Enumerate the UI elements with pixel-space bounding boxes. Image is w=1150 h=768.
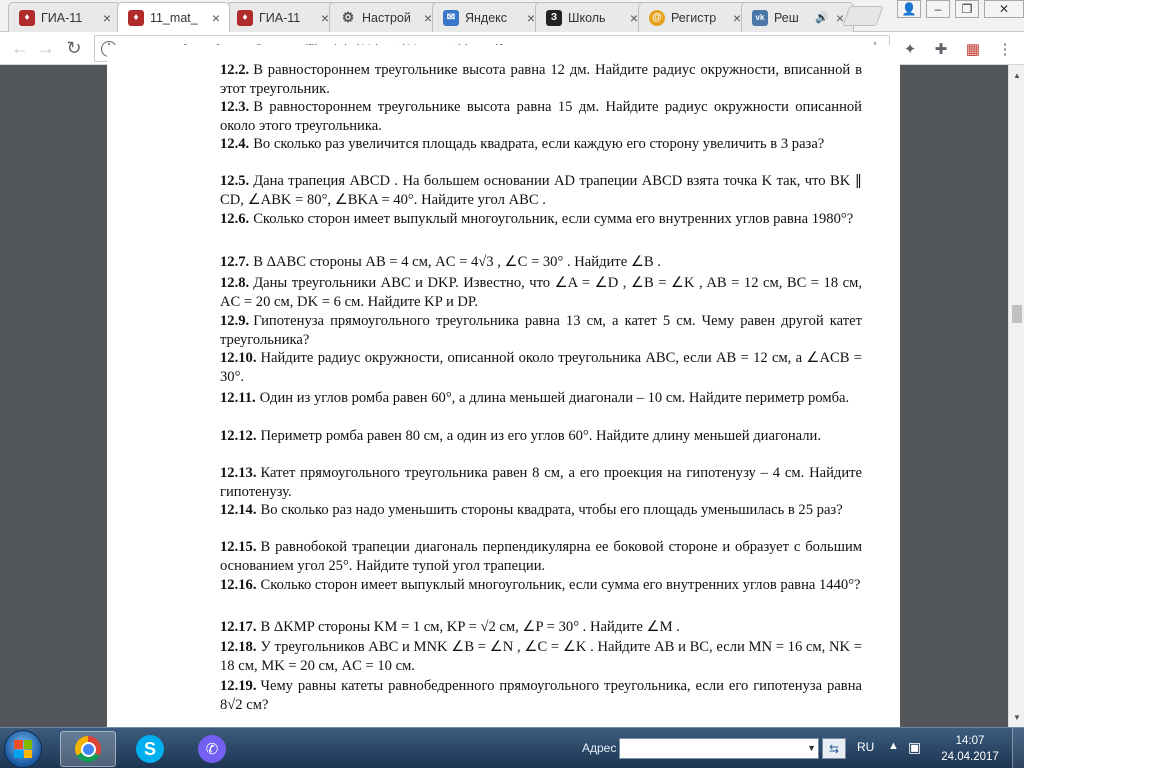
problem-number: 12.16. xyxy=(220,577,257,593)
address-go-button[interactable] xyxy=(822,738,846,759)
windows-taskbar xyxy=(0,727,1024,768)
scrollbar-thumb[interactable] xyxy=(1012,305,1022,323)
problem-text: В ΔABC стороны AB = 4 см, AC = 4√3 , ∠C = 30° . Найдите ∠B . xyxy=(253,254,661,270)
taskbar-viber[interactable] xyxy=(184,731,240,767)
tab-label: Реш xyxy=(774,10,799,25)
problem-number: 12.15. xyxy=(220,539,257,555)
close-icon[interactable]: × xyxy=(211,9,221,26)
chevron-down-icon[interactable]: ▼ xyxy=(807,743,816,753)
network-icon[interactable]: ▣ xyxy=(908,739,922,755)
problem-number: 12.8. xyxy=(220,275,250,291)
problem-item xyxy=(220,389,862,408)
tab-label: Яндекс xyxy=(465,10,508,25)
tray-expand-icon[interactable]: ▲ xyxy=(888,740,899,752)
tab-strip xyxy=(0,0,1024,32)
pdf-viewer[interactable] xyxy=(0,62,1008,727)
problem-number: 12.10. xyxy=(220,350,257,366)
show-desktop-button[interactable] xyxy=(1012,728,1024,768)
problem-number: 12.9. xyxy=(220,313,250,329)
problem-text: Дана трапеция ABCD . На большем основании AD трапеции ABCD взята точка K так, что BK ∥ CD, ∠ABK = 80°, ∠BKA = 40°. Найдите угол ABC . xyxy=(220,173,862,208)
tab-znanija[interactable] xyxy=(535,2,648,32)
tab-label: Школь xyxy=(568,10,606,25)
problem-item xyxy=(220,576,862,595)
tab-gia-2[interactable] xyxy=(226,2,339,32)
problem-text: Катет прямоугольного треугольника равен 8 см, а его проекция на гипотенузу – 4 см. Найдите гипотенузу. xyxy=(220,465,862,500)
problem-item xyxy=(220,427,862,446)
problem-text: В равностороннем треугольнике высота равна 12 дм. Найдите радиус окружности, вписанной в этот треугольник. xyxy=(220,62,862,97)
problem-number: 12.17. xyxy=(220,619,257,635)
scroll-up-arrow-icon[interactable]: ▲ xyxy=(1013,70,1021,80)
vertical-scrollbar[interactable] xyxy=(1008,65,1024,727)
problem-text: Сколько сторон имеет выпуклый многоугольник, если сумма его внутренних углов равна 1440°? xyxy=(260,577,861,593)
problem-number: 12.5. xyxy=(220,173,250,189)
extension-grid-icon[interactable]: ▦ xyxy=(965,41,981,58)
rosobrnadzor-crest-icon: ♦ xyxy=(128,10,144,26)
problem-text: Гипотенуза прямоугольного треугольника равна 13 см, а катет 5 см. Чему равен другой катет треугольника? xyxy=(220,313,862,348)
close-icon[interactable]: × xyxy=(526,9,536,26)
tab-label: Регистр xyxy=(671,10,717,25)
menu-icon[interactable]: ⋮ xyxy=(997,41,1013,58)
new-tab-button[interactable] xyxy=(842,6,883,26)
problem-item xyxy=(220,172,862,209)
problem-number: 12.12. xyxy=(220,428,257,444)
problem-text: Во сколько раз увеличится площадь квадрата, если каждую его сторону увеличить в 3 раза? xyxy=(253,136,825,152)
problem-item xyxy=(220,274,862,311)
forward-button[interactable]: → xyxy=(37,37,55,58)
problem-text: Найдите радиус окружности, описанной около треугольника ABC, если AB = 12 см, а ∠ACB = 30°. xyxy=(220,350,862,385)
tab-settings[interactable] xyxy=(329,2,442,32)
pdf-page xyxy=(107,45,900,727)
problem-item xyxy=(220,618,862,637)
problem-text: В равнобокой трапеции диагональ перпендикулярна ее боковой стороне и образует с большим основанием угол 25°. Найдите тупой угол трапеции. xyxy=(220,539,862,574)
problem-item xyxy=(220,312,862,349)
problem-item xyxy=(220,61,862,98)
problem-text: Один из углов ромба равен 60°, а длина меньшей диагонали – 10 см. Найдите периметр ромба. xyxy=(259,390,850,406)
tab-yandex-mail[interactable] xyxy=(432,2,545,32)
rosobrnadzor-crest-icon: ♦ xyxy=(237,10,253,26)
reload-button[interactable]: ↻ xyxy=(66,37,82,58)
language-indicator[interactable]: RU xyxy=(857,740,875,754)
problem-text: В равностороннем треугольнике высота равна 15 дм. Найдите радиус окружности описанной около этого треугольника. xyxy=(220,99,862,134)
mail-icon: ✉ xyxy=(443,10,459,26)
taskbar-chrome[interactable] xyxy=(60,731,116,767)
close-icon[interactable]: × xyxy=(423,9,433,26)
speaker-icon: 🔊 xyxy=(815,12,829,24)
problem-number: 12.4. xyxy=(220,136,250,152)
problem-item xyxy=(220,98,862,135)
gear-icon: ⚙ xyxy=(341,9,355,25)
problem-number: 12.19. xyxy=(220,678,257,694)
chrome-icon xyxy=(75,736,101,762)
close-icon[interactable]: × xyxy=(835,9,845,26)
close-icon[interactable]: × xyxy=(320,9,330,26)
close-icon[interactable]: × xyxy=(102,9,112,26)
clock-date: 24.04.2017 xyxy=(941,751,999,763)
rosobrnadzor-crest-icon: ♦ xyxy=(19,10,35,26)
address-toolbar-label: Адрес xyxy=(582,741,617,755)
tab-registration[interactable] xyxy=(638,2,751,32)
problem-number: 12.14. xyxy=(220,502,257,518)
problem-number: 12.2. xyxy=(220,62,250,78)
problem-number: 12.6. xyxy=(220,211,250,227)
go-arrows-icon: ⇆ xyxy=(828,741,840,756)
restore-button[interactable]: ❐ xyxy=(955,0,979,18)
problem-item xyxy=(220,464,862,501)
minimize-button[interactable]: – xyxy=(926,0,950,18)
problem-item xyxy=(220,638,862,675)
vk-icon: vk xyxy=(752,10,768,26)
system-clock[interactable] xyxy=(934,733,1006,765)
problem-item xyxy=(220,135,862,154)
viber-icon: ✆ xyxy=(198,735,226,763)
tab-label: Настрой xyxy=(362,10,411,25)
problem-item xyxy=(220,501,862,520)
taskbar-skype[interactable] xyxy=(122,731,178,767)
problem-item xyxy=(220,349,862,386)
start-button[interactable] xyxy=(4,730,42,768)
problem-number: 12.13. xyxy=(220,465,257,481)
extension-puzzle-icon[interactable]: ✚ xyxy=(934,41,948,58)
problem-number: 12.18. xyxy=(220,639,257,655)
problem-text: Чему равны катеты равнобедренного прямоугольного треугольника, если его гипотенуза равна 8√2 см? xyxy=(220,678,862,713)
back-button[interactable]: ← xyxy=(11,37,29,58)
address-toolbar-input[interactable] xyxy=(619,738,819,759)
problem-item xyxy=(220,253,862,272)
windows-logo-icon xyxy=(14,740,32,758)
tab-label: ГИА-11 xyxy=(41,10,83,25)
problem-number: 12.3. xyxy=(220,99,250,115)
problem-text: Во сколько раз надо уменьшить стороны квадрата, чтобы его площадь уменьшилась в 25 раз? xyxy=(260,502,843,518)
close-icon[interactable]: × xyxy=(732,9,742,26)
tab-label: 11_mat_ xyxy=(150,10,198,25)
profile-icon[interactable]: 👤 xyxy=(897,0,921,18)
problem-text: У треугольников ABC и MNK ∠B = ∠N , ∠C = ∠K . Найдите AB и BC, если MN = 16 см, NK = 18 см, MK = 20 см, AC = 10 см. xyxy=(220,639,862,674)
clock-time: 14:07 xyxy=(955,735,985,747)
tab-gia-1[interactable] xyxy=(8,2,121,32)
scroll-down-arrow-icon[interactable]: ▼ xyxy=(1013,712,1021,722)
problem-text: Сколько сторон имеет выпуклый многоугольник, если сумма его внутренних углов равна 1980°? xyxy=(253,211,854,227)
tab-vk[interactable] xyxy=(741,2,854,32)
skype-icon: S xyxy=(136,735,164,763)
problem-text: Периметр ромба равен 80 см, а один из его углов 60°. Найдите длину меньшей диагонали. xyxy=(260,428,822,444)
problem-text: Даны треугольники ABC и DKP. Известно, что ∠A = ∠D , ∠B = ∠K , AB = 12 см, BC = 18 см, AC = 20 см, DK = 6 см. Найдите KP и DP. xyxy=(220,275,862,310)
close-window-button[interactable]: ✕ xyxy=(984,0,1024,18)
at-sign-icon: @ xyxy=(649,10,665,26)
tab-pdf-active[interactable] xyxy=(117,2,230,32)
problem-item xyxy=(220,210,862,229)
problem-number: 12.7. xyxy=(220,254,250,270)
znanija-logo-icon: З xyxy=(546,10,562,26)
problem-item xyxy=(220,677,862,714)
close-icon[interactable]: × xyxy=(629,9,639,26)
problem-text: В ΔKMP стороны KM = 1 см, KP = √2 см, ∠P = 30° . Найдите ∠M . xyxy=(260,619,680,635)
tab-label: ГИА-11 xyxy=(259,10,301,25)
problem-item xyxy=(220,538,862,575)
extension-puzzle-icon[interactable]: ✦ xyxy=(903,41,917,58)
problem-number: 12.11. xyxy=(220,390,256,406)
